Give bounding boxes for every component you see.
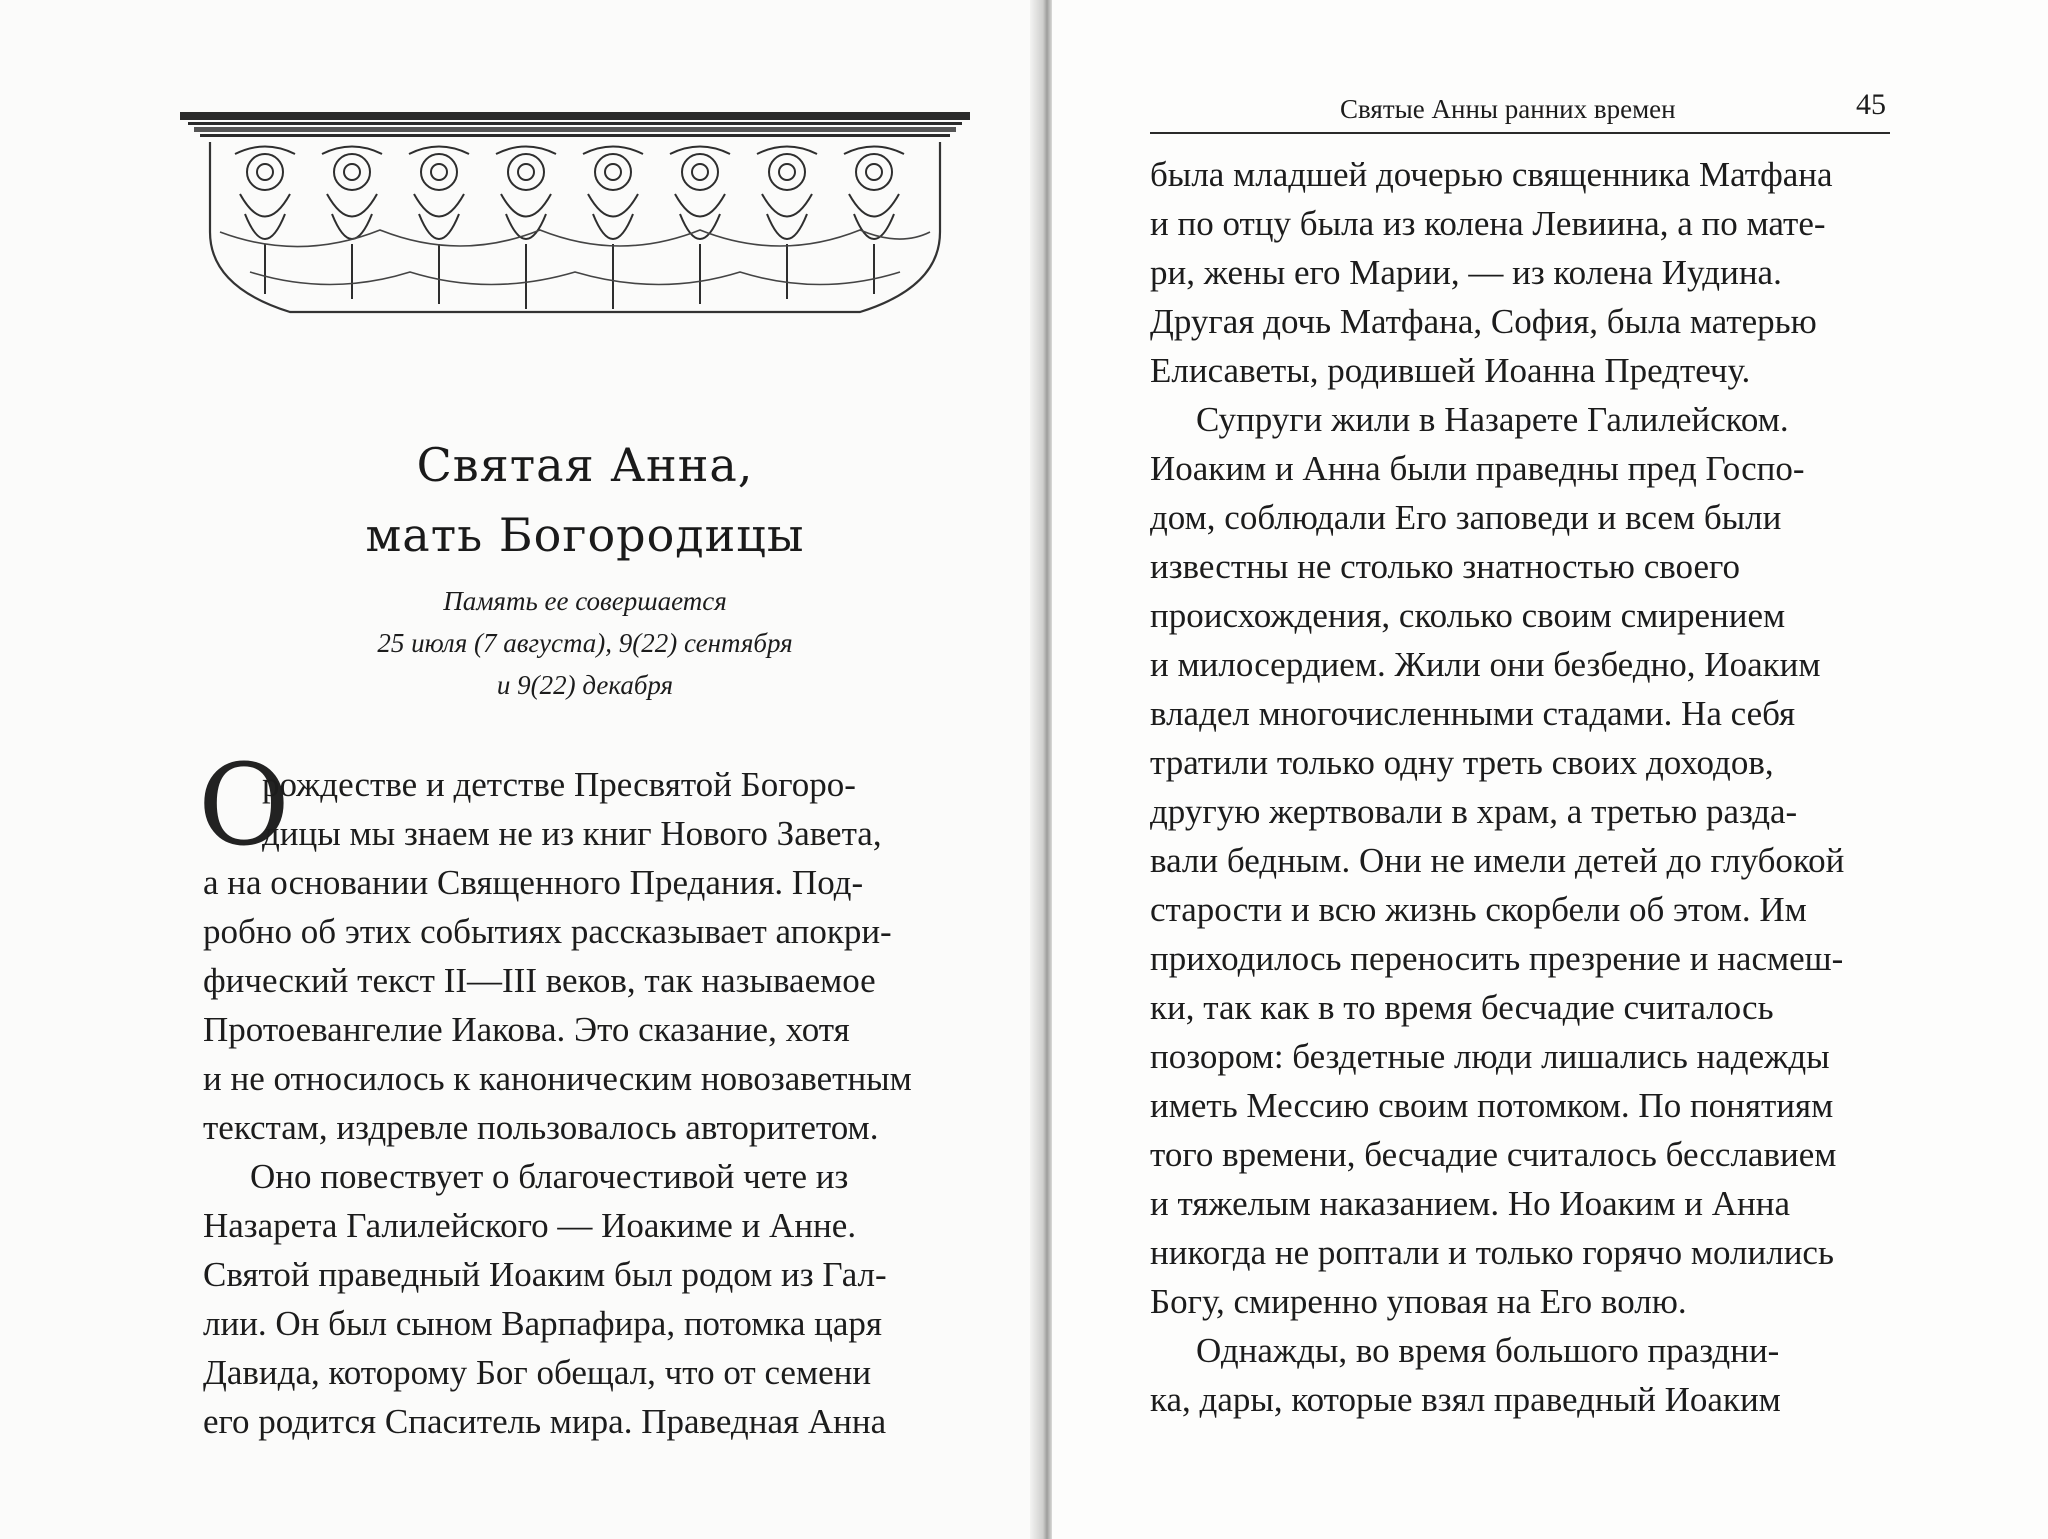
body-line: текстам, издревле пользовалось авторитетом. [203, 1108, 879, 1147]
body-line: и тяжелым наказанием. Но Иоаким и Анна [1150, 1184, 1791, 1223]
body-line: а на основании Священного Предания. Под- [203, 863, 864, 902]
body-line: дом, соблюдали Его заповеди и всем были [1150, 498, 1782, 537]
body-line: Иоаким и Анна были праведны пред Госпо- [1150, 449, 1805, 488]
body-line: Назарета Галилейского — Иоакиме и Анне. [203, 1206, 857, 1245]
memory-line1: Память ее совершается [443, 586, 727, 616]
body-line: и по отцу была из колена Левиина, а по мате- [1150, 204, 1826, 243]
body-line: и милосердием. Жили они безбедно, Иоаким [1150, 645, 1821, 684]
body-line: Однажды, во время большого праздни- [1196, 1331, 1780, 1370]
memory-line3: и 9(22) декабря [496, 670, 674, 700]
body-line: старости и всю жизнь скорбели об этом. Им [1150, 890, 1807, 929]
body-line: Супруги жили в Назарете Галилейском. [1196, 400, 1789, 439]
body-line: Святой праведный Иоаким был родом из Гал- [203, 1255, 887, 1294]
body-line: рождестве и детстве Пресвятой Богоро- [262, 765, 856, 804]
chapter-title-line1: Святая Анна, [416, 438, 754, 492]
body-line: Протоевангелие Иакова. Это сказание, хотя [203, 1010, 850, 1049]
body-line: и не относилось к каноническим новозаветным [203, 1059, 912, 1098]
body-line: владел многочисленными стадами. На себя [1150, 694, 1796, 733]
body-line: Давида, которому Бог обещал, что от семени [203, 1353, 872, 1392]
body-line: ри, жены его Марии, — из колена Иудина. [1150, 253, 1782, 292]
body-line: Другая дочь Матфана, София, была матерью [1150, 302, 1817, 341]
body-line: Оно повествует о благочестивой чете из [250, 1157, 849, 1196]
drop-cap: О [198, 741, 290, 871]
body-line: иметь Мессию своим потомком. По понятиям [1150, 1086, 1834, 1125]
body-line: была младшей дочерью священника Матфана [1150, 155, 1833, 194]
memory-line2: 25 июля (7 августа), 9(22) сентября [377, 628, 793, 658]
running-head-title: Святые Анны ранних времен [1340, 94, 1676, 124]
body-line: никогда не роптали и только горячо молились [1150, 1233, 1834, 1272]
running-head [1150, 88, 1890, 134]
body-line: Елисаветы, родившей Иоанна Предтечу. [1150, 351, 1751, 390]
body-line: ка, дары, которые взял праведный Иоаким [1150, 1380, 1781, 1419]
body-line: робно об этих событиях рассказывает апокри- [203, 912, 892, 951]
body-line: происхождения, сколько своим смирением [1150, 596, 1786, 635]
body-line: вали бедным. Они не имели детей до глубокой [1150, 841, 1845, 880]
body-line: его родится Спаситель мира. Праведная Анна [203, 1402, 887, 1441]
body-line: ки, так как в то время бесчадие считалось [1150, 988, 1774, 1027]
body-line: тратили только одну треть своих доходов, [1150, 743, 1774, 782]
body-line: позором: бездетные люди лишались надежды [1150, 1037, 1830, 1076]
chapter-title-line2: мать Богородицы [365, 508, 805, 562]
body-line: лии. Он был сыном Варпафира, потомка царя [203, 1304, 883, 1343]
body-line: Богу, смиренно уповая на Его волю. [1150, 1282, 1687, 1321]
body-line: другую жертвовали в храм, а третью разда- [1150, 792, 1798, 831]
decorative-ornament [180, 112, 970, 322]
body-line: дицы мы знаем не из книг Нового Завета, [262, 814, 882, 853]
page-number: 45 [1856, 88, 1886, 121]
body-line: того времени, бесчадие считалось бесславием [1150, 1135, 1837, 1174]
body-line: фический текст II—III веков, так называемое [203, 961, 876, 1000]
body-line: приходилось переносить презрение и насмеш- [1150, 939, 1844, 978]
body-line: известны не столько знатностью своего [1150, 547, 1740, 586]
